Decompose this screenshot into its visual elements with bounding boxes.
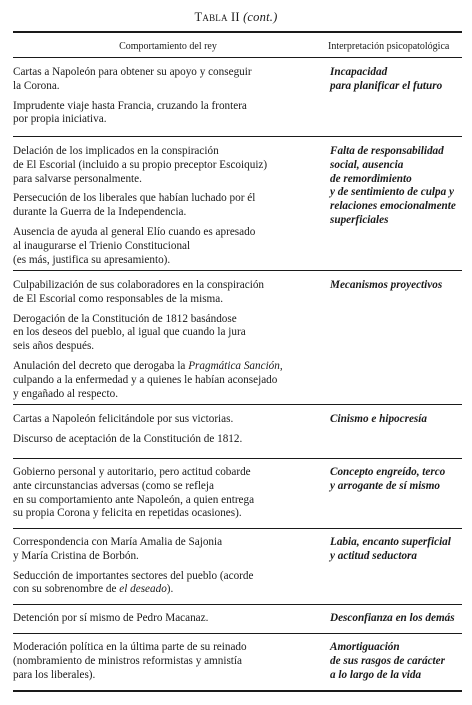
- italic-phrase: el deseado: [119, 583, 167, 596]
- behavior-line: Detención por sí mismo de Pedro Macanaz.: [13, 612, 209, 624]
- behavior-line: Cartas a Napoleón felicitándole por sus victorias.: [13, 413, 234, 425]
- behavior-paragraph: [13, 612, 318, 626]
- interpretation-line: y de sentimiento de culpa y: [330, 186, 454, 199]
- behavior-line: de El Escorial (incluido a su propio preceptor Escoiquiz): [13, 158, 268, 171]
- interpretation-cell: [330, 641, 465, 682]
- behavior-line: Culpabilización de sus colaboradores en la conspiración: [13, 279, 265, 291]
- behavior-line: y María Cristina de Borbón.: [13, 549, 139, 562]
- interpretation-line: social, ausencia: [330, 158, 404, 171]
- behavior-line: ante circunstancias adversas (como se refleja: [13, 479, 214, 492]
- interpretation-line: Amortiguación: [330, 641, 400, 653]
- interpretation-cell: [330, 536, 465, 564]
- behavior-paragraph: [13, 226, 318, 267]
- behavior-paragraph: [13, 433, 318, 447]
- header-behavior: Comportamiento del rey: [119, 41, 217, 52]
- interpretation-line: Incapacidad: [330, 66, 388, 78]
- behavior-line: Ausencia de ayuda al general Elío cuando es apresado: [13, 225, 256, 238]
- interpretation-line: de remordimiento: [330, 172, 412, 185]
- behavior-line: Correspondencia con María Amalia de Sajonia: [13, 536, 223, 548]
- behavior-line: Cartas a Napoleón para obtener su apoyo y conseguir: [13, 66, 252, 78]
- table-title-label: Tabla II: [194, 10, 240, 24]
- behavior-cell: [13, 466, 318, 527]
- behavior-line: (es más, justifica su apresamiento).: [13, 253, 171, 266]
- interpretation-line: de sus rasgos de carácter: [330, 654, 445, 667]
- interpretation-cell: [330, 466, 465, 494]
- behavior-line: seis años después.: [13, 340, 95, 353]
- interpretation-cell: [330, 66, 465, 94]
- behavior-line-mixed: Anulación del decreto que derogaba la Pragmática Sanción,: [13, 359, 283, 372]
- behavior-line: al inaugurarse el Trienio Constitucional: [13, 239, 191, 252]
- behavior-paragraph: [13, 145, 318, 186]
- interpretation-line: a lo largo de la vida: [330, 668, 422, 681]
- behavior-line: durante la Guerra de la Independencia.: [13, 206, 187, 219]
- interpretation-line: Concepto engreído, terco: [330, 466, 446, 478]
- behavior-line: Derogación de la Constitución de 1812 basándose: [13, 312, 237, 325]
- row-divider: [13, 458, 462, 459]
- behavior-paragraph: [13, 570, 318, 598]
- row-divider: [13, 136, 462, 137]
- bottom-rule: [13, 690, 462, 692]
- behavior-line: la Corona.: [13, 79, 60, 92]
- behavior-paragraph: [13, 413, 318, 427]
- interpretation-line: Desconfianza en los demás: [330, 612, 455, 624]
- behavior-line: (nombramiento de ministros reformistas y amnistía: [13, 654, 242, 667]
- behavior-line: de El Escorial como responsables de la misma.: [13, 292, 224, 305]
- header-interpretation: Interpretación psicopatológica: [328, 41, 450, 52]
- row-divider: [13, 604, 462, 605]
- behavior-paragraph: [13, 279, 318, 307]
- behavior-cell: [13, 413, 318, 453]
- behavior-cell: [13, 66, 318, 133]
- row-divider: [13, 270, 462, 271]
- interpretation-line: relaciones emocionalmente: [330, 200, 456, 213]
- behavior-line: culpando a la enfermedad y a quienes le habían aconsejado: [13, 373, 278, 386]
- interpretation-line: para planificar el futuro: [330, 79, 443, 92]
- interpretation-cell: [330, 612, 465, 626]
- behavior-cell: [13, 279, 318, 407]
- table-title-continued: (cont.): [243, 10, 278, 24]
- interpretation-line: y arrogante de sí mismo: [330, 479, 441, 492]
- behavior-line: Seducción de importantes sectores del pueblo (acorde: [13, 569, 254, 582]
- behavior-line: Moderación política en la última parte de su reinado: [13, 641, 247, 653]
- behavior-line: Delación de los implicados en la conspiración: [13, 145, 219, 157]
- row-divider: [13, 404, 462, 405]
- behavior-line: y engañado al respecto.: [13, 387, 118, 400]
- interpretation-line: Falta de responsabilidad: [330, 145, 444, 157]
- behavior-line: Imprudente viaje hasta Francia, cruzando la frontera: [13, 99, 247, 112]
- interpretation-cell: [330, 279, 465, 293]
- behavior-paragraph: [13, 536, 318, 564]
- behavior-line: para salvarse personalmente.: [13, 172, 142, 185]
- behavior-line: su propia Corona y felicita en repetidas ocasiones).: [13, 507, 242, 520]
- behavior-cell: [13, 641, 318, 688]
- behavior-cell: [13, 145, 318, 273]
- behavior-paragraph: [13, 66, 318, 94]
- behavior-line: en los deseos del pueblo, al igual que cuando la jura: [13, 326, 246, 339]
- interpretation-line: Labia, encanto superficial: [330, 536, 451, 548]
- top-rule: [13, 31, 462, 33]
- behavior-line-mixed: con su sobrenombre de el deseado).: [13, 583, 174, 596]
- behavior-cell: [13, 612, 318, 632]
- interpretation-cell: [330, 413, 465, 427]
- interpretation-line: Cinismo e hipocresía: [330, 413, 427, 425]
- interpretation-line: Mecanismos proyectivos: [330, 279, 443, 291]
- behavior-line: por propia iniciativa.: [13, 113, 107, 126]
- behavior-paragraph: [13, 313, 318, 354]
- behavior-line: Gobierno personal y autoritario, pero actitud cobarde: [13, 466, 251, 478]
- table-title: [0, 10, 472, 25]
- behavior-paragraph: [13, 641, 318, 682]
- behavior-paragraph: [13, 466, 318, 521]
- behavior-line: en su comportamiento ante Napoleón, a quien entrega: [13, 493, 255, 506]
- behavior-line: Persecución de los liberales que habían luchado por él: [13, 192, 256, 205]
- behavior-cell: [13, 536, 318, 603]
- header-rule: [13, 57, 462, 58]
- italic-phrase: Pragmática Sanción,: [188, 359, 283, 372]
- behavior-paragraph: [13, 100, 318, 128]
- interpretation-line: y actitud seductora: [330, 549, 418, 562]
- behavior-paragraph: [13, 360, 318, 401]
- interpretation-line: superficiales: [330, 213, 389, 226]
- behavior-paragraph: [13, 192, 318, 220]
- interpretation-cell: [330, 145, 465, 228]
- behavior-line: Discurso de aceptación de la Constitución de 1812.: [13, 432, 243, 445]
- row-divider: [13, 633, 462, 634]
- behavior-line: para los liberales).: [13, 668, 96, 681]
- row-divider: [13, 528, 462, 529]
